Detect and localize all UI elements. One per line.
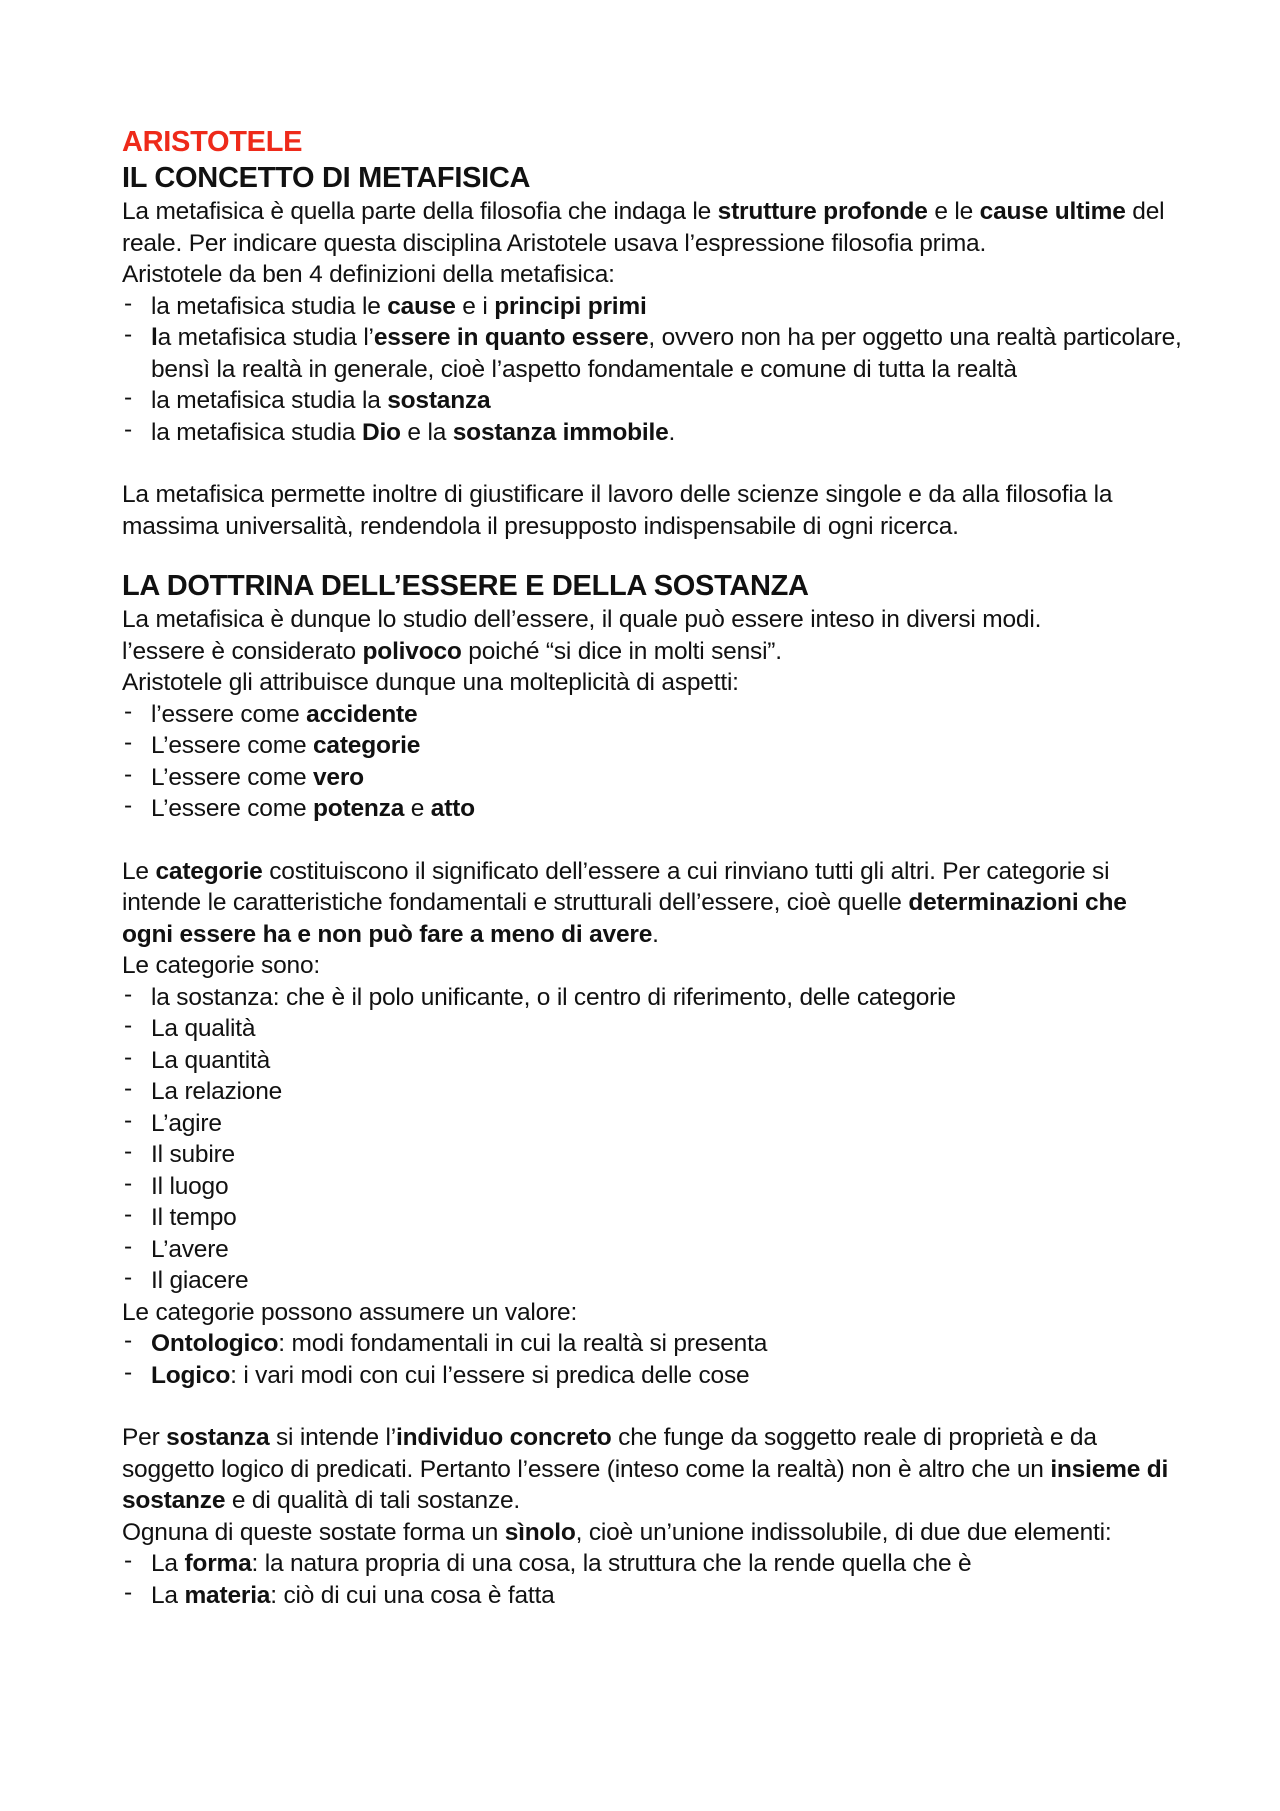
list-item: - la metafisica studia le cause e i principi primi <box>122 291 1182 323</box>
essere-intro <box>122 604 1182 699</box>
metafisica-intro <box>122 196 1182 291</box>
list-item: - L’agire <box>122 1108 1182 1140</box>
paragraph: Per sostanza si intende l’individuo concreto che funge da soggetto reale di proprietà e da soggetto logico di predicati. Pertanto l’essere (inteso come la realtà) non è altro che un insieme di sostanze e di qualità di tali sostanze. <box>122 1424 1169 1514</box>
sinolo-list <box>122 1548 1182 1611</box>
list-item: - La qualità <box>122 1013 1182 1045</box>
categorie-paragraph <box>122 856 1182 982</box>
list-item: - Ontologico: modi fondamentali in cui la realtà si presenta <box>122 1328 1182 1360</box>
list-item: - la metafisica studia l’essere in quanto essere, ovvero non ha per oggetto una realtà particolare, bensì la realtà in generale, cioè l’aspetto fondamentale e comune di tutta la realtà <box>122 322 1182 385</box>
list-item: - L’essere come vero <box>122 762 1182 794</box>
aspetti-list <box>122 699 1182 825</box>
list-item: - Il giacere <box>122 1265 1182 1297</box>
list-item: - L’avere <box>122 1234 1182 1266</box>
list-item: - La relazione <box>122 1076 1182 1108</box>
paragraph: La metafisica permette inoltre di giustificare il lavoro delle scienze singole e da alla filosofia la massima universalità, rendendola il presupposto indispensabile di ogni ricerca. <box>122 481 1113 540</box>
list-item: - Il subire <box>122 1139 1182 1171</box>
list-item: - Il tempo <box>122 1202 1182 1234</box>
list-item: - La forma: la natura propria di una cosa, la struttura che la rende quella che è <box>122 1548 1182 1580</box>
list-item: - L’essere come potenza e atto <box>122 793 1182 825</box>
document-page <box>122 124 1182 1611</box>
paragraph: l’essere è considerato polivoco poiché “si dice in molti sensi”. <box>122 637 782 665</box>
list-item: - Logico: i vari modi con cui l’essere si predica delle cose <box>122 1360 1182 1392</box>
document-title: ARISTOTELE <box>122 126 303 158</box>
paragraph: Le categorie costituiscono il significato dell’essere a cui rinviano tutti gli altri. Per categorie si intende le caratteristiche fondamentali e strutturali dell’essere, cioè quelle determinazioni che ogni essere ha e non può fare a meno di avere. <box>122 857 1127 948</box>
metafisica-conclusion <box>122 479 1182 542</box>
list-item: - la metafisica studia la sostanza <box>122 385 1182 417</box>
list-item: - Il luogo <box>122 1171 1182 1203</box>
list-item: - l’essere come accidente <box>122 699 1182 731</box>
valore-intro <box>122 1297 1182 1329</box>
paragraph: La metafisica è quella parte della filosofia che indaga le strutture profonde e le cause ultime del reale. Per indicare questa disciplina Aristotele usava l’espressione filosofia prima. <box>122 198 1165 257</box>
categorie-list <box>122 982 1182 1297</box>
list-item: - la sostanza: che è il polo unificante, o il centro di riferimento, delle categorie <box>122 982 1182 1014</box>
definizioni-list <box>122 291 1182 449</box>
paragraph: Aristotele da ben 4 definizioni della metafisica: <box>122 261 615 288</box>
paragraph: Le categorie possono assumere un valore: <box>122 1298 578 1326</box>
list-item: - L’essere come categorie <box>122 730 1182 762</box>
paragraph: Ognuna di queste sostate forma un sìnolo, cioè un’unione indissolubile, di due due elementi: <box>122 1518 1112 1546</box>
paragraph: Aristotele gli attribuisce dunque una molteplicità di aspetti: <box>122 669 739 696</box>
list-item: - La quantità <box>122 1045 1182 1077</box>
section-heading-essere: LA DOTTRINA DELL’ESSERE E DELLA SOSTANZA <box>122 570 809 602</box>
section-heading-metafisica: IL CONCETTO DI METAFISICA <box>122 162 531 194</box>
sostanza-paragraph <box>122 1422 1182 1548</box>
list-item: - La materia: ciò di cui una cosa è fatta <box>122 1580 1182 1612</box>
paragraph: Le categorie sono: <box>122 952 320 979</box>
list-item: - la metafisica studia Dio e la sostanza immobile. <box>122 417 1182 449</box>
paragraph: La metafisica è dunque lo studio dell’essere, il quale può essere inteso in diversi modi. <box>122 606 1042 633</box>
valore-list <box>122 1328 1182 1391</box>
